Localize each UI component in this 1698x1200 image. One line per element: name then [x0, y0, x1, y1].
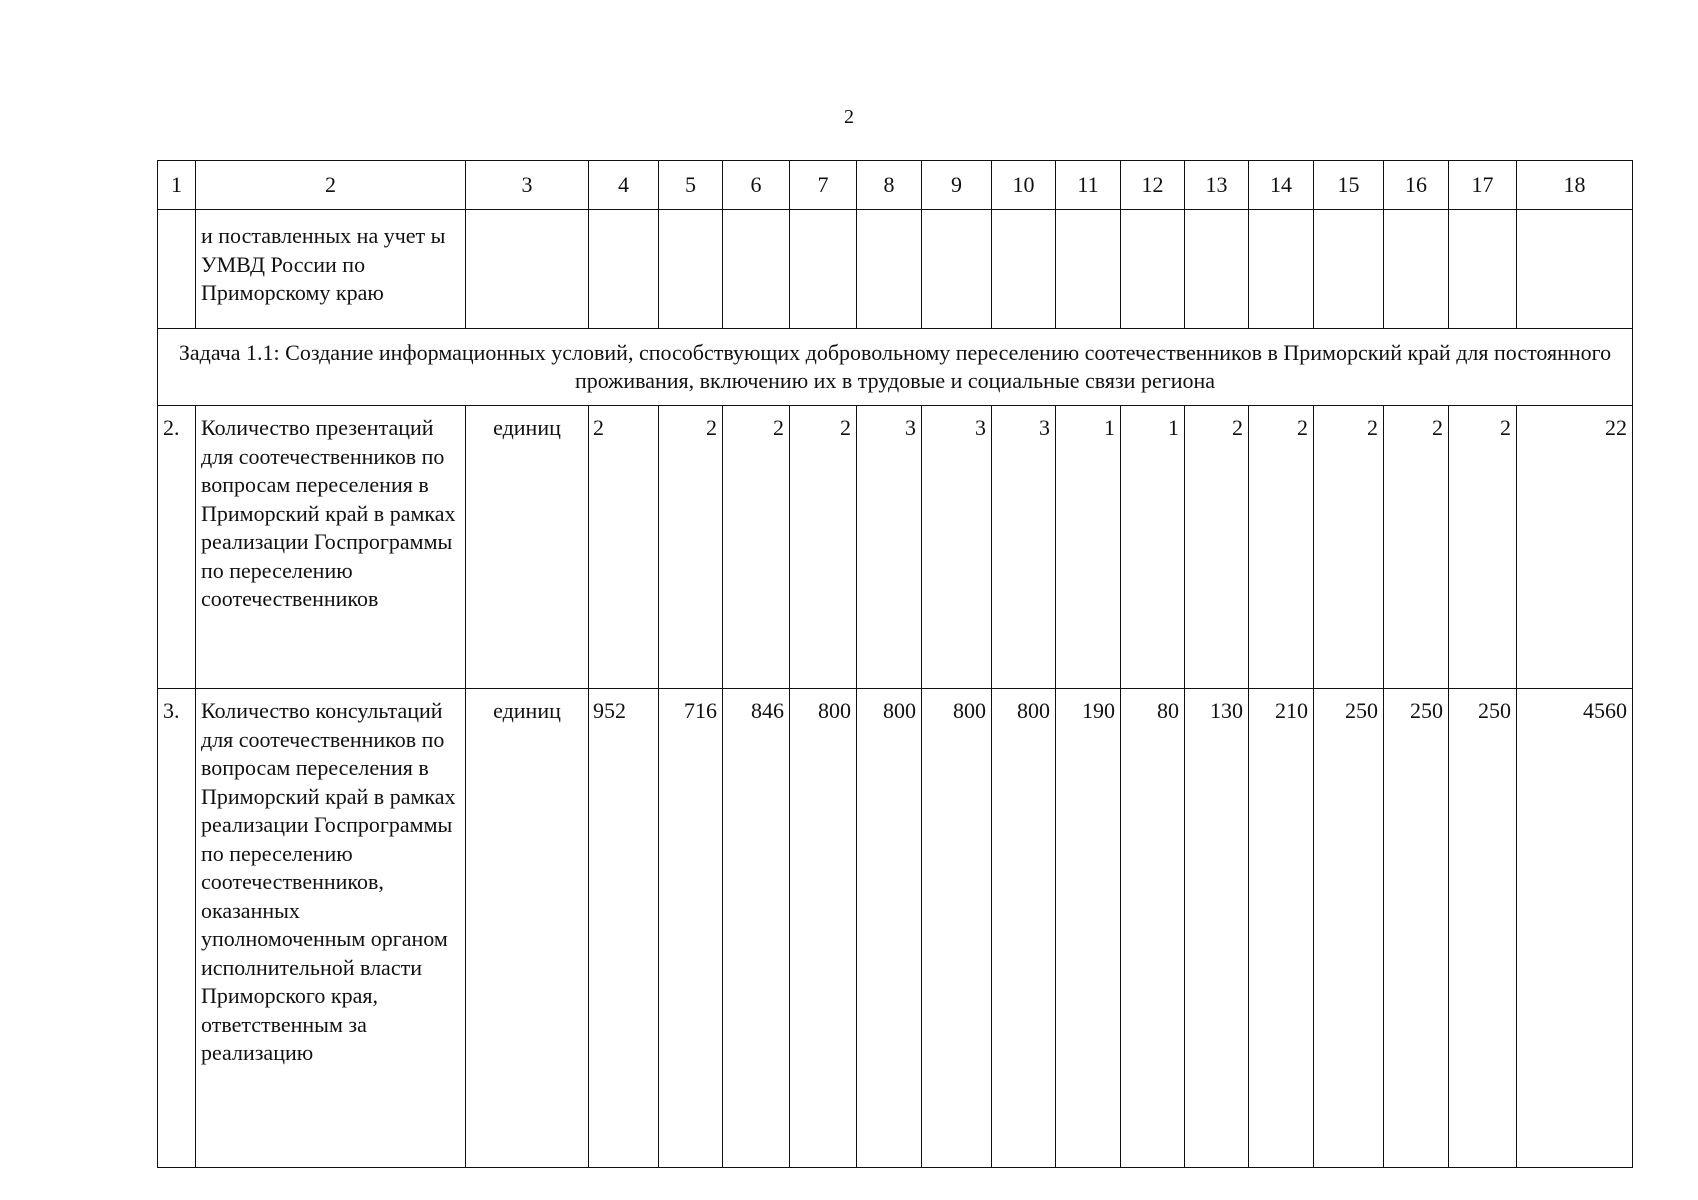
value-cell: 2 [1314, 406, 1384, 689]
column-number: 2 [196, 161, 466, 210]
value-cell: 800 [790, 689, 857, 1168]
row-number: 2. [158, 406, 196, 689]
value-cell: 2 [1449, 406, 1517, 689]
column-number: 7 [790, 161, 857, 210]
column-number: 9 [922, 161, 992, 210]
value-cell: 800 [992, 689, 1056, 1168]
empty-cell [992, 210, 1056, 329]
column-number: 14 [1249, 161, 1314, 210]
value-cell: 2 [659, 406, 723, 689]
value-cell: 952 [589, 689, 659, 1168]
empty-cell [857, 210, 922, 329]
column-number: 6 [723, 161, 790, 210]
value-cell: 3 [992, 406, 1056, 689]
value-cell: 2 [1384, 406, 1449, 689]
value-cell: 250 [1449, 689, 1517, 1168]
indicators-table [157, 160, 1633, 1168]
empty-cell [158, 210, 196, 329]
value-cell: 2 [1249, 406, 1314, 689]
value-cell: 130 [1185, 689, 1249, 1168]
empty-cell [589, 210, 659, 329]
empty-cell [1384, 210, 1449, 329]
table-row [158, 689, 1633, 1168]
task-row [158, 329, 1633, 406]
value-cell: 210 [1249, 689, 1314, 1168]
value-cell: 846 [723, 689, 790, 1168]
value-cell: 3 [857, 406, 922, 689]
value-cell: 2 [723, 406, 790, 689]
continuation-row [158, 210, 1633, 329]
value-cell: 190 [1056, 689, 1121, 1168]
continuation-text: и поставленных на учет ы УМВД России по Приморскому краю [196, 210, 466, 329]
value-cell: 4560 [1517, 689, 1633, 1168]
table-row [158, 406, 1633, 689]
indicator-name: Количество консультаций для соотечественников по вопросам переселения в Приморский край в рамках реализации Госпрограммы по переселению соотечественников, оказанных уполномоченным органом исполнительной власти Приморского края, ответственным за реализацию [196, 689, 466, 1168]
value-cell: 22 [1517, 406, 1633, 689]
value-cell: 716 [659, 689, 723, 1168]
column-number: 15 [1314, 161, 1384, 210]
column-number: 3 [466, 161, 589, 210]
column-number: 12 [1121, 161, 1185, 210]
column-number: 18 [1517, 161, 1633, 210]
value-cell: 250 [1384, 689, 1449, 1168]
empty-cell [1517, 210, 1633, 329]
unit-cell: единиц [466, 689, 589, 1168]
value-cell: 1 [1056, 406, 1121, 689]
column-number: 8 [857, 161, 922, 210]
empty-cell [723, 210, 790, 329]
value-cell: 250 [1314, 689, 1384, 1168]
column-number: 4 [589, 161, 659, 210]
value-cell: 800 [922, 689, 992, 1168]
column-number: 5 [659, 161, 723, 210]
value-cell: 2 [1185, 406, 1249, 689]
empty-cell [1056, 210, 1121, 329]
column-number: 16 [1384, 161, 1449, 210]
empty-cell [790, 210, 857, 329]
empty-cell [1249, 210, 1314, 329]
row-number: 3. [158, 689, 196, 1168]
empty-cell [659, 210, 723, 329]
column-number: 17 [1449, 161, 1517, 210]
value-cell: 3 [922, 406, 992, 689]
unit-cell: единиц [466, 406, 589, 689]
page-number: 2 [844, 106, 854, 128]
value-cell: 800 [857, 689, 922, 1168]
empty-cell [922, 210, 992, 329]
value-cell: 80 [1121, 689, 1185, 1168]
column-number: 11 [1056, 161, 1121, 210]
column-number: 13 [1185, 161, 1249, 210]
empty-cell [1449, 210, 1517, 329]
value-cell: 1 [1121, 406, 1185, 689]
column-number-row [158, 161, 1633, 210]
empty-cell [1314, 210, 1384, 329]
empty-cell [466, 210, 589, 329]
value-cell: 2 [589, 406, 659, 689]
column-number: 1 [158, 161, 196, 210]
value-cell: 2 [790, 406, 857, 689]
empty-cell [1121, 210, 1185, 329]
indicator-name: Количество презентаций для соотечественников по вопросам переселения в Приморский край в рамках реализации Госпрограммы по переселению соотечественников [196, 406, 466, 689]
empty-cell [1185, 210, 1249, 329]
task-heading: Задача 1.1: Создание информационных условий, способствующих добровольному переселению соотечественников в Приморский край для постоянного проживания, включению их в трудовые и социальные связи региона [158, 329, 1633, 406]
column-number: 10 [992, 161, 1056, 210]
